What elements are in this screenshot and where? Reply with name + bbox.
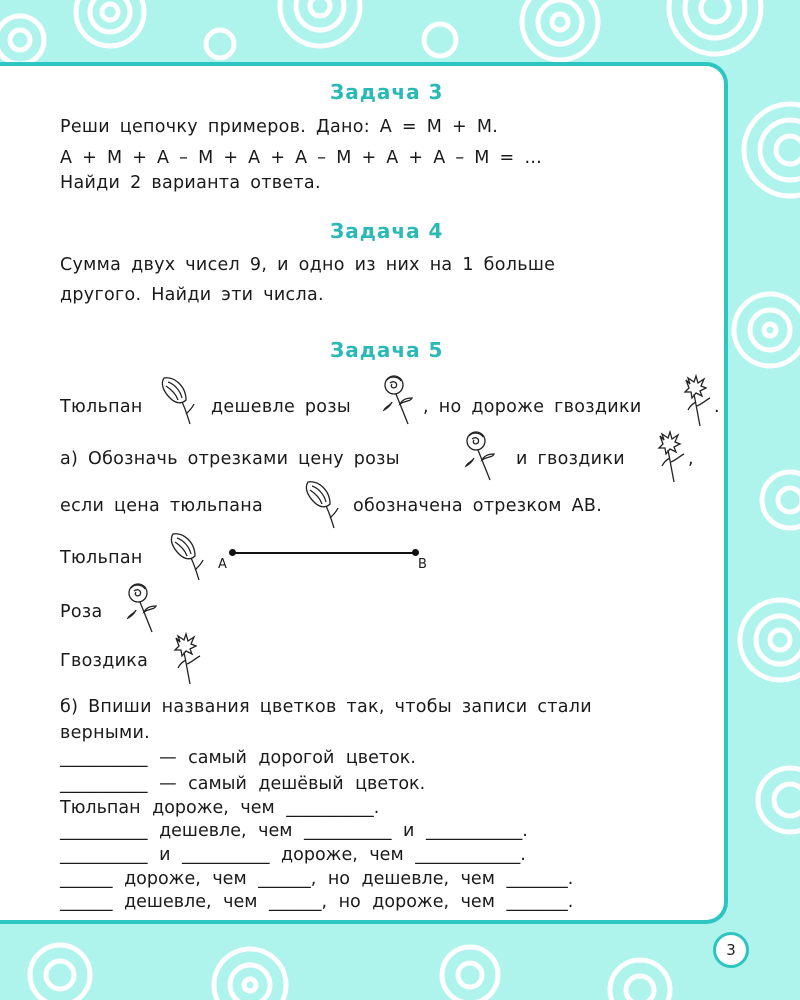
- task5-title: Задача 5: [330, 338, 444, 362]
- point-a-dot: [229, 549, 236, 556]
- fill-line-7[interactable]: ______ дешевле, чем ______, но дороже, чем _______.: [60, 892, 574, 912]
- task3-equation: А + М + А – М + А + А – М + А + А – М = …: [60, 148, 543, 168]
- task5-a-line1: а) Обозначь отрезками цену розы: [60, 449, 400, 469]
- task5-s1-but: , но дороже гвоздики: [423, 397, 642, 417]
- task5-s1-cheaper: дешевле розы: [211, 397, 352, 417]
- carnation-icon: [650, 430, 690, 486]
- task3-line3: Найди 2 варианта ответа.: [60, 173, 321, 193]
- task5-s1-end: .: [714, 397, 720, 417]
- tulip-icon: [300, 478, 340, 530]
- point-b-label: B: [418, 557, 427, 572]
- point-b-dot: [412, 549, 419, 556]
- rose-icon: [122, 580, 162, 636]
- task3-line1: Реши цепочку примеров. Дано: А = М + М.: [60, 117, 499, 137]
- segment-ab: [232, 552, 416, 554]
- task4-title: Задача 4: [330, 219, 444, 243]
- tulip-icon: [165, 530, 205, 582]
- point-a-label: A: [218, 557, 227, 572]
- task4-line2: другого. Найди эти числа.: [60, 285, 324, 305]
- task5-a-comma: ,: [688, 449, 694, 469]
- fill-line-5[interactable]: __________ и __________ дороже, чем ____________.: [60, 845, 526, 865]
- page-number: 3: [713, 932, 749, 968]
- carnation-icon: [676, 374, 716, 430]
- fill-line-6[interactable]: ______ дороже, чем ______, но дешевле, чем _______.: [60, 869, 574, 889]
- task4-line1: Сумма двух чисел 9, и одно из них на 1 больше: [60, 255, 556, 275]
- rose-icon: [378, 372, 418, 428]
- task5-b-line2: верными.: [60, 723, 150, 743]
- task5-a-segment-ab: обозначена отрезком АВ.: [353, 496, 603, 516]
- label-rose: Роза: [60, 602, 103, 622]
- fill-line-2[interactable]: __________ — самый дешёвый цветок.: [60, 774, 426, 794]
- tulip-icon: [156, 374, 196, 426]
- task3-title: Задача 3: [330, 80, 444, 104]
- fill-line-1[interactable]: __________ — самый дорогой цветок.: [60, 748, 416, 768]
- label-carnation: Гвоздика: [60, 651, 149, 671]
- fill-line-3[interactable]: Тюльпан дороже, чем __________.: [60, 798, 380, 818]
- task5-b-line1: б) Впиши названия цветков так, чтобы записи стали: [60, 697, 592, 717]
- task5-s1-tulip: Тюльпан: [60, 397, 143, 417]
- label-tulip: Тюльпан: [60, 548, 143, 568]
- carnation-icon: [166, 632, 206, 688]
- fill-line-4[interactable]: __________ дешевле, чем __________ и ___________.: [60, 821, 528, 841]
- task5-a-line2: если цена тюльпана: [60, 496, 264, 516]
- task5-a-carnation: и гвоздики: [516, 449, 625, 469]
- rose-icon: [460, 428, 500, 484]
